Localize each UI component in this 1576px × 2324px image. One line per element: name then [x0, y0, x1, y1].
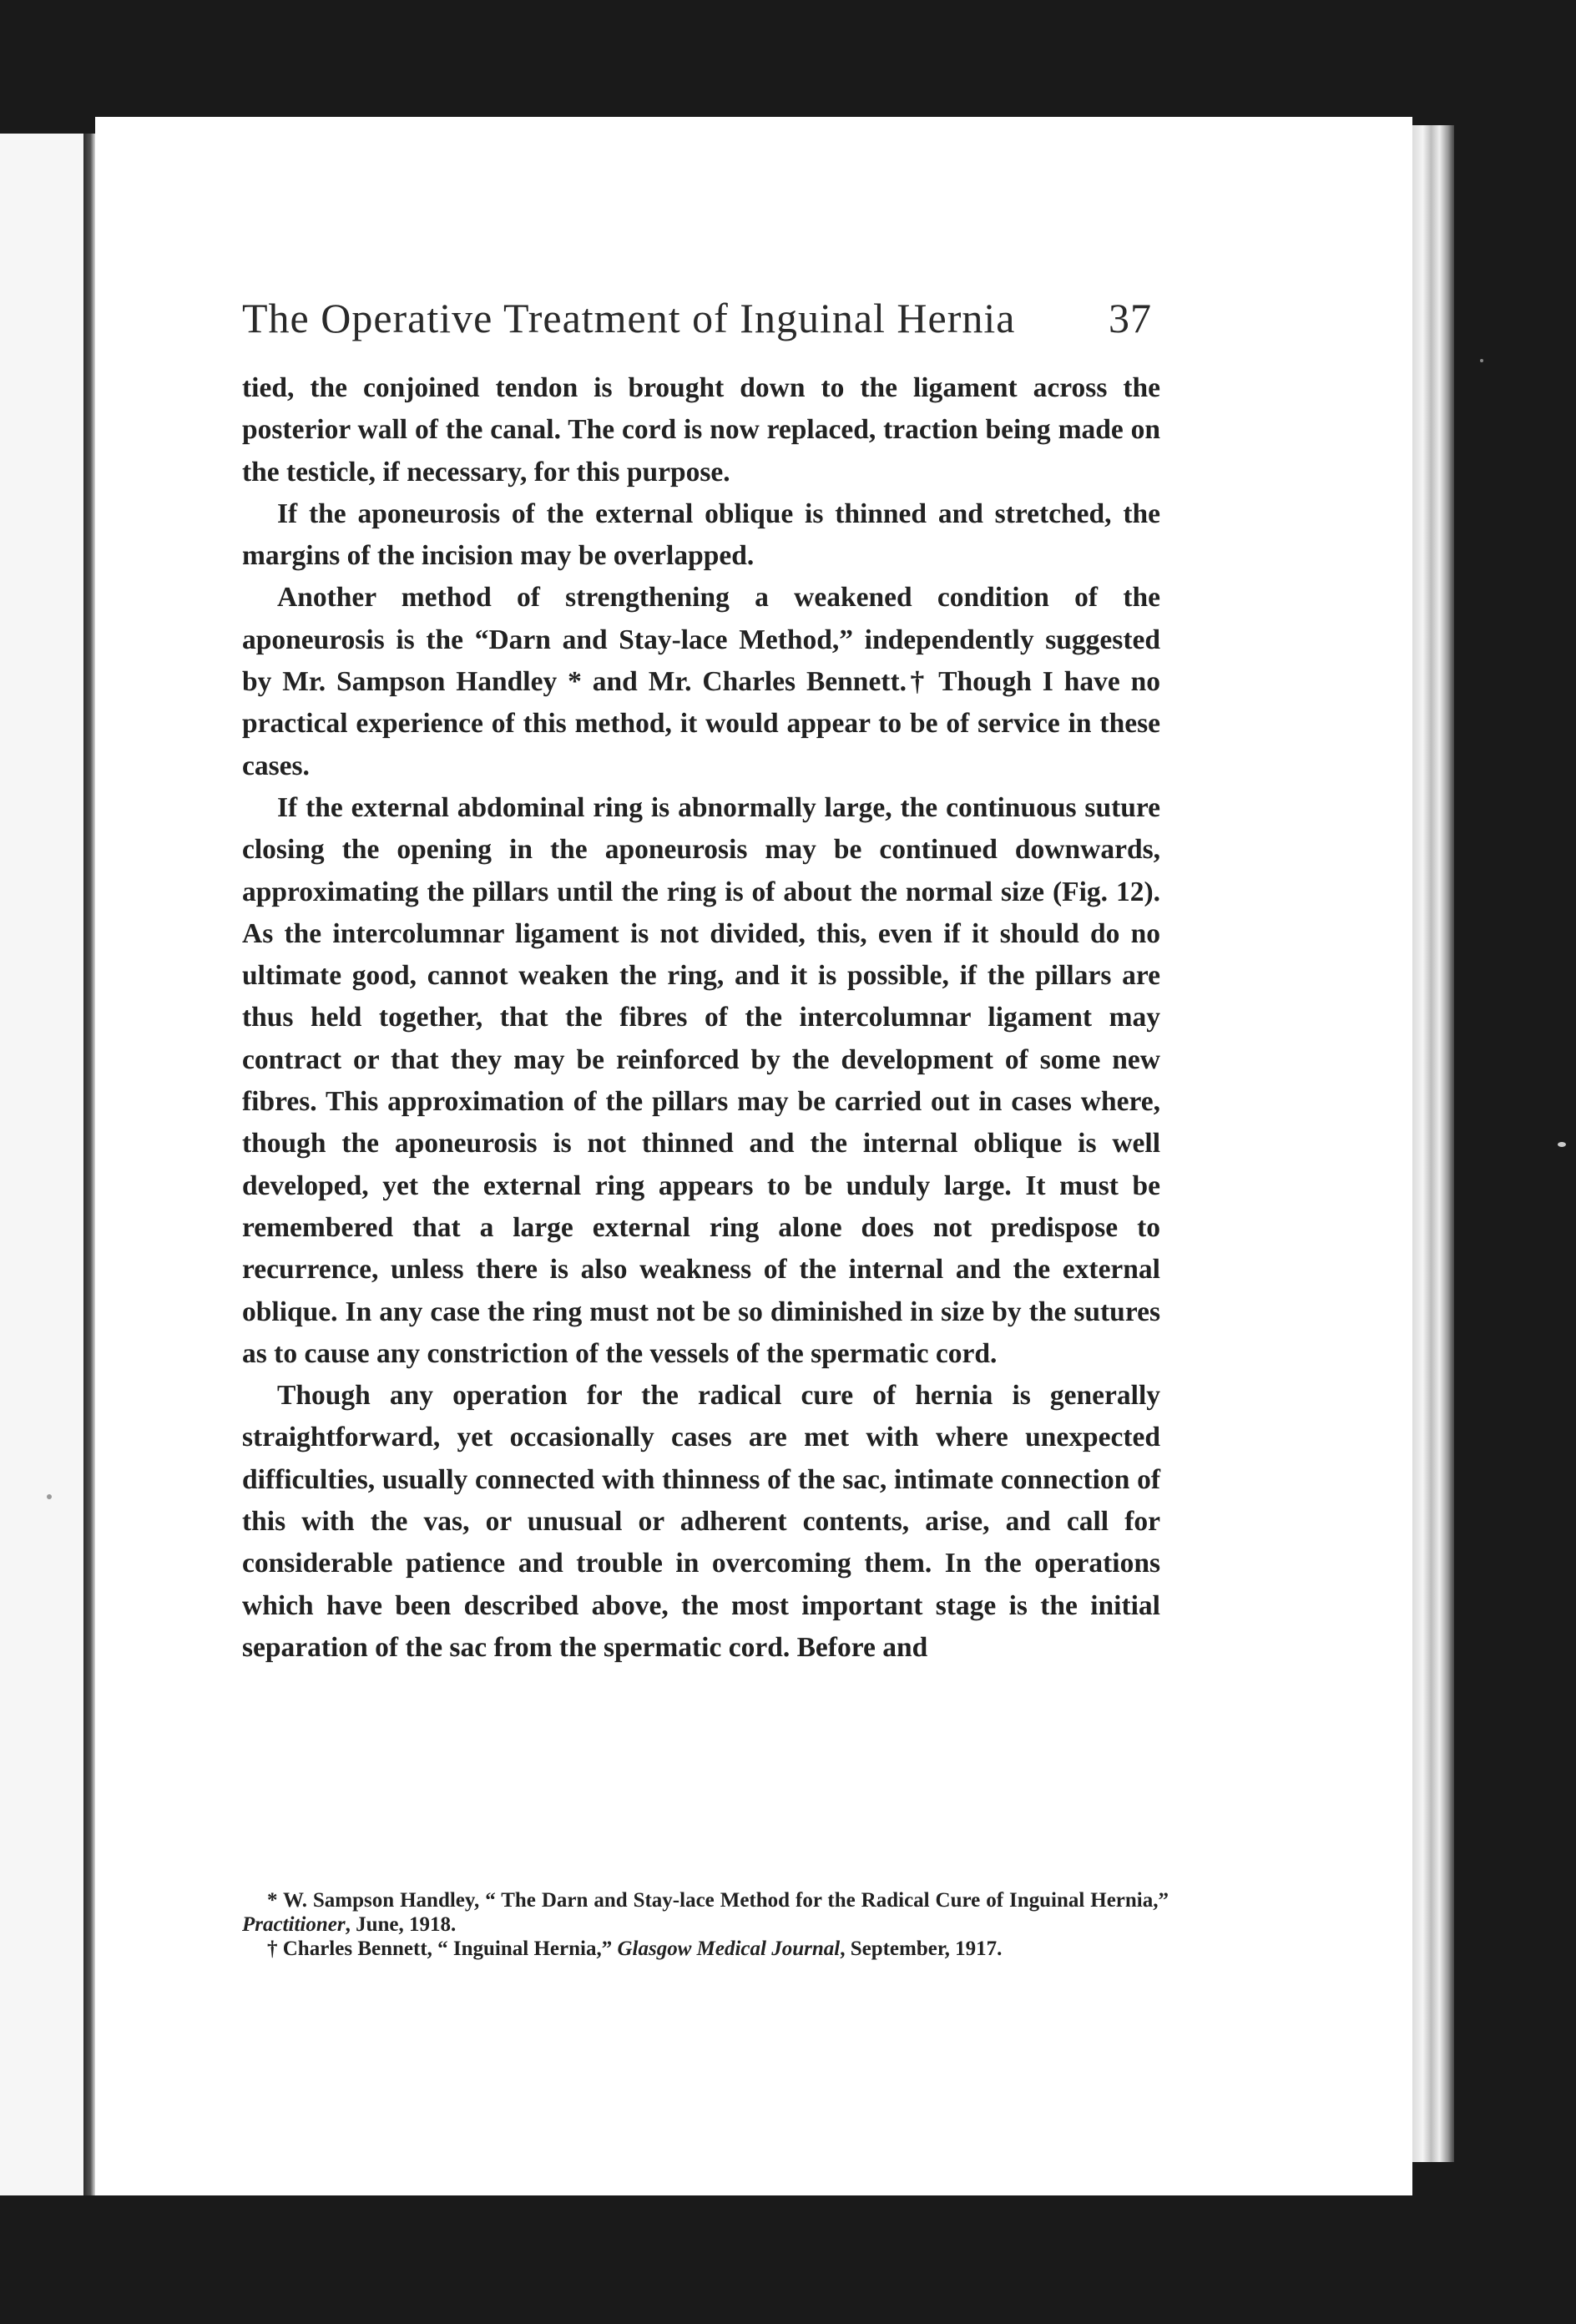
- dust-speck: [1480, 359, 1483, 362]
- paragraph: If the external abdominal ring is abnormally large, the continuous suture closing the opening in the aponeurosis may be continued downwards, approximating the pillars until the ring is of about the normal size (Fig. 12). As the intercolumnar ligament is not divided, this, even if it should do no ultimate good, cannot weaken the ring, and it is possible, if the pillars are thus held together, that the fibres of the intercolumnar ligament may contract or that they may be reinforced by the development of some new fibres. This approximation of the pillars may be carried out in cases where, though the aponeurosis is not thinned and the internal oblique is well developed, yet the external ring appears to be unduly large. It must be remembered that a large external ring alone does not predispose to recurrence, unless there is also weakness of the internal and the external oblique. In any case the ring must not be so diminished in size by the sutures as to cause any constriction of the vessels of the spermatic cord.: [242, 791, 1160, 1369]
- footnotes: [242, 1888, 1169, 1961]
- footnote-text-end: , September, 1917.: [840, 1938, 1003, 1960]
- footnote-marker: *: [267, 1889, 278, 1912]
- footnote: [242, 1888, 1169, 1937]
- paragraph: tied, the conjoined tendon is brought down to the ligament across the posterior wall of the canal. The cord is now replaced, traction being made on the testicle, if necessary, for this purpose.: [242, 372, 1160, 488]
- journal-title: Practitioner: [242, 1913, 346, 1936]
- footnote-text: Charles Bennett, “ Inguinal Hernia,”: [282, 1938, 613, 1960]
- journal-title: Glasgow Medical Journal: [617, 1938, 841, 1960]
- body-text: [242, 367, 1160, 1669]
- running-header: [242, 294, 1152, 342]
- paragraph: If the aponeurosis of the external oblique is thinned and stretched, the margins of the incision may be overlapped.: [242, 498, 1160, 572]
- footnote-marker: †: [267, 1938, 278, 1960]
- page-stack-edge: [1412, 125, 1454, 2162]
- paragraph: Another method of strengthening a weakened condition of the aponeurosis is the “Darn and Stay-lace Method,” independently suggested by Mr. Sampson Handley * and Mr. Charles Bennett.† Though I have no practical experience of this method, it would appear to be of service in these cases.: [242, 582, 1160, 781]
- book-gutter: [83, 134, 95, 2195]
- page-number: 37: [1109, 295, 1152, 341]
- paragraph: Though any operation for the radical cure of hernia is generally straightforward, yet occasionally cases are met with where unexpected difficulties, usually connected with thinness of the sac, intimate connection of this with the vas, or unusual or adherent contents, arise, and call for considerable patience and trouble in overcoming them. In the operations which have been described above, the most important stage is the initial separation of the sac from the spermatic cord. Before and: [242, 1380, 1160, 1663]
- footnote-text: W. Sampson Handley, “ The Darn and Stay-lace Method for the Radical Cure of Inguinal Hernia,”: [283, 1889, 1169, 1912]
- footnote: [242, 1937, 1169, 1961]
- footnote-text-end: , June, 1918.: [345, 1913, 457, 1936]
- dust-speck: [47, 1494, 52, 1499]
- running-title: The Operative Treatment of Inguinal Hernia: [242, 295, 1016, 341]
- facing-page-edge: [0, 134, 83, 2195]
- dust-speck: [1558, 1142, 1566, 1147]
